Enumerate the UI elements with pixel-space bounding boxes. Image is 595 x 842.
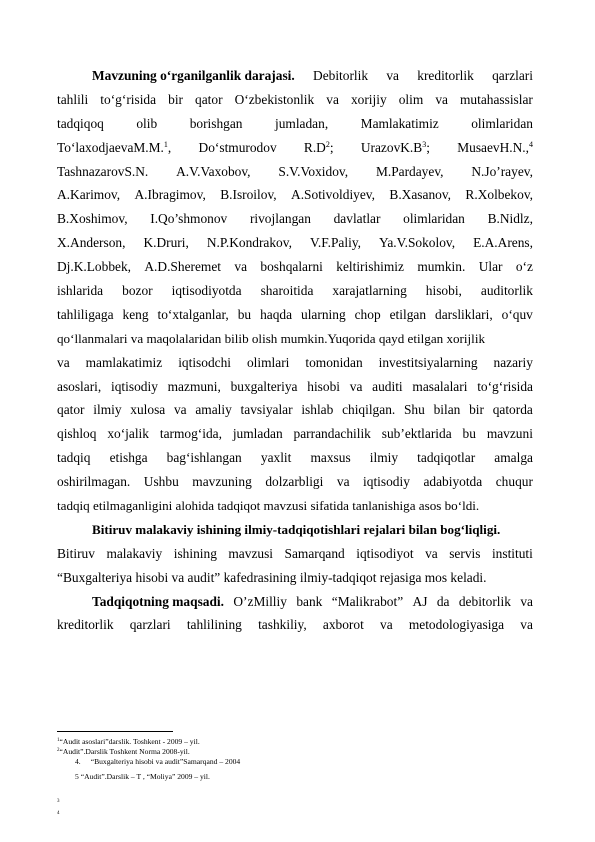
word: tomonidan <box>305 354 363 370</box>
word: Mamlakatimiz <box>360 115 439 131</box>
footnote-number: 4. <box>75 757 81 766</box>
word: buxgalteriya <box>230 378 298 394</box>
word: qarzlari <box>129 617 171 633</box>
word: iqtisodiyotda <box>171 283 242 299</box>
word: V.F.Paliy, <box>309 235 361 251</box>
word: ishlarida <box>57 283 104 299</box>
text-line <box>57 207 533 231</box>
word: ishlab <box>301 402 334 418</box>
word: qatorda <box>492 402 533 418</box>
word: va <box>336 474 350 490</box>
footnote-ref: 4 <box>529 139 533 149</box>
text-line <box>57 566 533 590</box>
word: masalalari <box>412 378 468 394</box>
section-heading: Mavzuning o‘rganilganlik darajasi. <box>92 68 295 83</box>
word: “Buxgalteriya hisobi va audit” kafedrasining ilmiy-tadqiqot rejasiga mos keladi. <box>57 569 487 585</box>
word: tahliligaga <box>57 306 114 322</box>
word: boshqalarni <box>260 259 323 275</box>
word: va <box>173 402 187 418</box>
word: malakaviy <box>106 545 163 561</box>
word: tavsiyalar <box>240 402 293 418</box>
word: TashnazarovS.N. <box>57 163 149 179</box>
word: maxsus <box>310 450 351 466</box>
footnote <box>57 747 190 757</box>
word: O’zMilliy <box>233 593 287 609</box>
word: va <box>326 91 339 107</box>
word: va <box>520 593 533 609</box>
word: ishining <box>173 545 217 561</box>
word: nazariy <box>493 354 533 370</box>
text-line <box>57 375 533 399</box>
word: darsliklari, <box>435 306 493 322</box>
word: O‘zbekistonlik <box>234 91 315 107</box>
word: mavzusi <box>228 545 274 561</box>
text-line <box>57 112 533 136</box>
word: Debitorlik <box>313 68 369 83</box>
text-line <box>57 494 533 518</box>
footnote <box>57 798 60 808</box>
word: mumkin. <box>417 259 466 275</box>
word: K.Druri, <box>143 235 189 251</box>
word: borishgan <box>189 115 243 131</box>
word: hisobi <box>307 378 341 394</box>
word: iqtisodiy <box>111 378 158 394</box>
word: adabiyotda <box>423 474 483 490</box>
word: $R.D^2$; <box>303 139 334 155</box>
word: asoslari, <box>57 378 102 394</box>
word: tadqiq etilmaganligini alohida tadqiqot mavzusi sifatida tanlanishiga asos bo‘ldi. <box>57 498 480 514</box>
footnote-number: 1 <box>57 738 60 743</box>
word: mamlakatimiz <box>85 354 163 370</box>
word: bu <box>462 426 476 442</box>
word: to‘xtalganlar, <box>157 306 229 322</box>
word: ilmiy <box>369 450 399 466</box>
word: va <box>380 617 393 633</box>
text-line <box>57 518 533 542</box>
word: parrandachilik <box>293 426 371 442</box>
word: bilan <box>433 402 461 418</box>
text-line <box>57 303 533 327</box>
word: iqtisodiyot <box>356 545 414 561</box>
word: B.Nidlz, <box>487 211 533 227</box>
word: rivojlangan <box>249 211 311 227</box>
word: tadqiqotlar <box>417 450 476 466</box>
footnote-ref: 2 <box>325 139 330 149</box>
word: qator <box>195 91 223 107</box>
text-line <box>57 542 533 566</box>
word: va <box>57 354 70 370</box>
text-line <box>57 446 533 470</box>
word: haqda <box>260 306 293 322</box>
word: A.V.Vaxobov, <box>176 163 251 179</box>
word: mazmuni, <box>167 378 221 394</box>
word: bir <box>469 402 484 418</box>
body-text <box>57 64 533 637</box>
word: va <box>435 91 448 107</box>
text-line <box>57 613 533 637</box>
text-line <box>57 590 533 614</box>
text-line <box>57 422 533 446</box>
word: A.Karimov, <box>57 187 121 203</box>
word: B.Xoshimov, <box>57 211 128 227</box>
word: B.Xasanov, <box>389 187 452 203</box>
footnote-number: 4 <box>57 811 60 816</box>
word: va <box>386 68 399 83</box>
word: I.Qo’shmonov <box>150 211 228 227</box>
word: va <box>425 545 438 561</box>
footnote-number: 5 <box>75 772 79 781</box>
author-name: UrazovK.B <box>360 139 423 155</box>
text-line <box>57 160 533 184</box>
footnote-text: “Audit”.Darslik – T , “Moliya” 2009 – yil. <box>80 772 210 781</box>
word: olib <box>136 115 158 131</box>
text-line <box>57 64 533 88</box>
word: jumladan, <box>274 115 329 131</box>
text-line <box>57 351 533 375</box>
word: Samarqand <box>284 545 345 561</box>
word: R.Xolbekov, <box>465 187 533 203</box>
word: bank <box>296 593 323 609</box>
word: sub’ektlarida <box>381 426 452 442</box>
footnote <box>75 772 210 782</box>
word: auditi <box>372 378 403 394</box>
word: Ular <box>478 259 503 275</box>
word: X.Anderson, <box>57 235 126 251</box>
text-line <box>57 88 533 112</box>
word: bozor <box>122 283 153 299</box>
footnote <box>75 757 240 767</box>
word: qishloq <box>57 426 97 442</box>
word: o‘quv <box>501 306 533 322</box>
word: to‘g‘risida <box>100 91 157 107</box>
word: AJ <box>412 593 428 609</box>
word: metodologiyasiga <box>408 617 505 633</box>
word: servis <box>449 545 481 561</box>
word: xarajatlarning <box>332 283 407 299</box>
word: Dj.K.Lobbek, <box>57 259 132 275</box>
word: A.Ibragimov, <box>134 187 206 203</box>
author-name: To‘laxodjaevaM.M. <box>57 139 164 155</box>
text-line <box>57 327 533 351</box>
word: Bitiruv <box>57 545 95 561</box>
text-line <box>57 279 533 303</box>
word: $UrazovK.B^3$; <box>360 139 430 155</box>
word: va <box>349 378 363 394</box>
word: investitsiyalarning <box>378 354 478 370</box>
word: mutahassislar <box>460 91 533 107</box>
footnote <box>57 737 200 747</box>
author-name: MusaevH.N., <box>457 139 529 155</box>
word: jumladan <box>232 426 283 442</box>
word: xorijiy <box>350 91 387 107</box>
word: olimlaridan <box>403 211 465 227</box>
word: B.Isroilov, <box>220 187 277 203</box>
footnote-separator <box>57 731 173 732</box>
word: chuqur <box>495 474 533 490</box>
word: amalga <box>494 450 533 466</box>
word: E.A.Arens, <box>473 235 533 251</box>
word: bu <box>237 306 252 322</box>
word: oshirilmagan. <box>57 474 131 490</box>
footnote-ref: 3 <box>422 139 427 149</box>
word: Shu <box>403 402 425 418</box>
word: da <box>436 593 450 609</box>
word: tahlilining <box>186 617 242 633</box>
word: tahlili <box>57 91 89 107</box>
word: va <box>234 259 248 275</box>
word: o‘z <box>515 259 533 275</box>
word: kreditorlik <box>417 68 474 83</box>
text-line <box>57 398 533 422</box>
word: olimlari <box>246 354 290 370</box>
word: iqtisodiy <box>363 474 410 490</box>
word: tadqiq <box>57 450 91 466</box>
word: qarzlari <box>492 68 533 83</box>
word: xo‘jalik <box>107 426 149 442</box>
word: iqtisodchi <box>178 354 232 370</box>
section-heading: Tadqiqotning maqsadi. <box>92 593 224 609</box>
word: bir <box>168 91 183 107</box>
word: Do‘stmurodov <box>198 139 277 155</box>
word: yaxlit <box>260 450 292 466</box>
footnote-text: “Audit asoslari”darslik. Toshkent - 2009 – yil. <box>59 737 200 746</box>
word: bag‘ishlangan <box>166 450 242 466</box>
word: A.D.Sheremet <box>144 259 221 275</box>
word: to‘g‘risida <box>477 378 533 394</box>
word: mavzuni <box>486 426 533 442</box>
word: olim <box>398 91 424 107</box>
text-line <box>57 231 533 255</box>
word: N.Jo’rayev, <box>471 163 533 179</box>
word: N.P.Kondrakov, <box>206 235 292 251</box>
section-heading: Bitiruv malakaviy ishining ilmiy-tadqiqotishlari rejalari bilan bog‘liqligi. <box>92 521 501 537</box>
word: qator <box>57 402 85 418</box>
word: ilmiy <box>93 402 122 418</box>
word: davlatlar <box>333 211 381 227</box>
word: keng <box>122 306 149 322</box>
word: Ushbu <box>143 474 179 490</box>
word: kreditorlik <box>57 617 114 633</box>
word: tadqiqoq <box>57 115 104 131</box>
word: olimlaridan <box>471 115 533 131</box>
word: sharoitida <box>260 283 314 299</box>
word: mavzuning <box>192 474 252 490</box>
word: xulosa <box>130 402 166 418</box>
author-name: R.D <box>303 139 326 155</box>
word: M.Pardayev, <box>375 163 444 179</box>
footnote-number: 2 <box>57 748 60 753</box>
footnote-text: “Buxgalteriya hisobi va audit”Samarqand – 2004 <box>90 757 241 766</box>
word: amaliy <box>195 402 232 418</box>
word: S.V.Voxidov, <box>278 163 349 179</box>
word: auditorlik <box>480 283 533 299</box>
text-line <box>57 136 533 160</box>
word <box>457 136 533 160</box>
word: qo‘llanmalari va maqolalaridan bilib olish mumkin.Yuqorida qayd etilgan xorijlik <box>57 330 486 346</box>
word: axborot <box>322 617 364 633</box>
word: A.Sotivoldiyev, <box>291 187 375 203</box>
word: etilgan <box>389 306 427 322</box>
word: va <box>520 617 533 633</box>
footnote-text: “Audit”.Darslik Toshkent Norma 2008-yil. <box>59 747 190 756</box>
word: dolzarbligi <box>265 474 324 490</box>
text-line <box>57 183 533 207</box>
text-line <box>57 255 533 279</box>
footnote <box>57 810 60 820</box>
word: chop <box>354 306 381 322</box>
word: Ya.V.Sokolov, <box>379 235 456 251</box>
word: etishga <box>109 450 148 466</box>
word: To‘laxodjaevaM.M.$^1$, <box>57 139 172 155</box>
text-line <box>57 470 533 494</box>
word: hisobi, <box>425 283 462 299</box>
footnote-ref: 1 <box>163 139 168 149</box>
word: chiqilgan. <box>342 402 396 418</box>
word: keltirishimiz <box>336 259 404 275</box>
word: ularning <box>301 306 346 322</box>
word: “Malikrabot” <box>331 593 404 609</box>
footnote-number: 3 <box>57 799 60 804</box>
word: debitorlik <box>458 593 511 609</box>
word: instituti <box>491 545 533 561</box>
word: tashkiliy, <box>258 617 307 633</box>
word: tarmog‘ida, <box>159 426 222 442</box>
